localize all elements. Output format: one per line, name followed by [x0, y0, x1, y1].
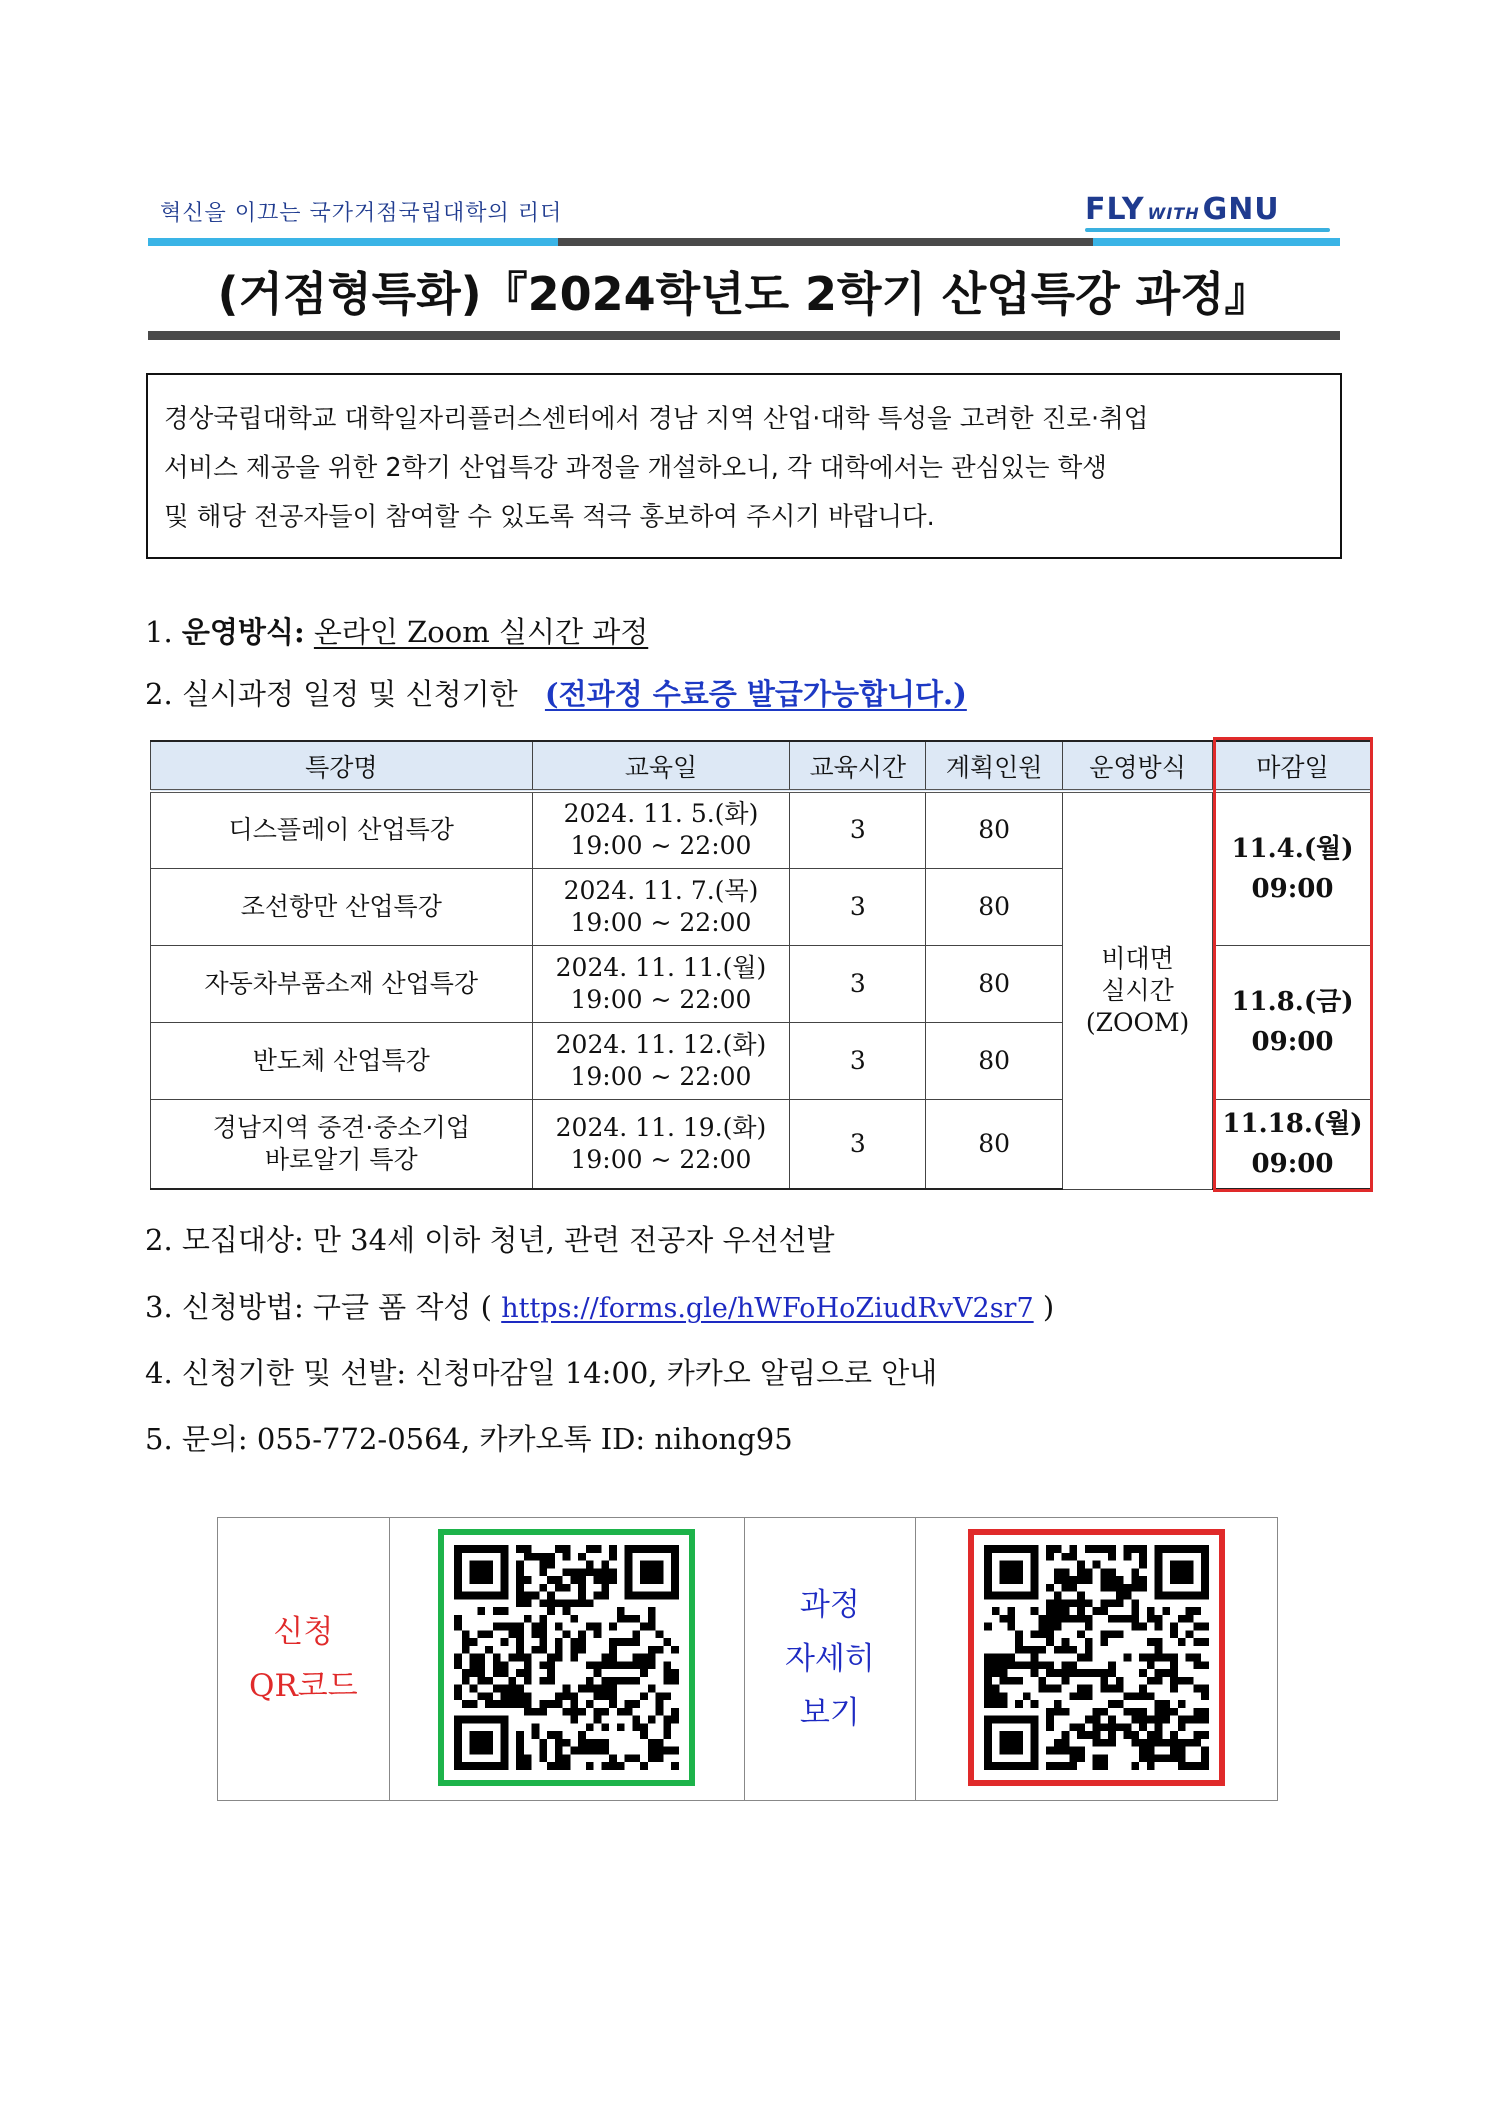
logo-swoosh [1085, 228, 1330, 232]
course-name: 조선항만 산업특강 [151, 868, 533, 945]
apply-qr-code[interactable] [438, 1529, 695, 1786]
course-hours: 3 [790, 1022, 926, 1099]
page-title: (거점형특화)『2024학년도 2학기 산업특강 과정』 [217, 267, 1271, 321]
detail-qr-cell [916, 1518, 1278, 1801]
course-date: 2024. 11. 12.(화) 19:00 ~ 22:00 [532, 1022, 790, 1099]
course-name: 경남지역 중견·중소기업 바로알기 특강 [151, 1099, 533, 1189]
column-header: 교육시간 [790, 741, 926, 791]
detail-qr-label: 과정 자세히 보기 [744, 1518, 916, 1801]
logo-gnu: GNU [1202, 192, 1280, 227]
course-capacity: 80 [926, 1022, 1063, 1099]
column-header: 마감일 [1213, 741, 1373, 791]
operation-method-cell: 비대면 실시간 (ZOOM) [1063, 791, 1213, 1189]
item-number: 2. [145, 677, 173, 711]
course-capacity: 80 [926, 945, 1063, 1022]
course-name: 디스플레이 산업특강 [151, 791, 533, 868]
course-capacity: 80 [926, 1099, 1063, 1189]
course-hours: 3 [790, 945, 926, 1022]
table-header-row [151, 741, 1373, 791]
item-apply-method [145, 1285, 1054, 1326]
table-row [151, 791, 1373, 868]
slogan: 혁신을 이끄는 국가거점국립대학의 리더 [160, 201, 563, 226]
course-capacity: 80 [926, 791, 1063, 868]
column-header: 계획인원 [926, 741, 1063, 791]
course-name: 반도체 산업특강 [151, 1022, 533, 1099]
course-date: 2024. 11. 7.(목) 19:00 ~ 22:00 [532, 868, 790, 945]
qr-code-icon [454, 1545, 679, 1770]
course-hours: 3 [790, 791, 926, 868]
apply-method-suffix: ) [1042, 1290, 1055, 1324]
item-schedule [145, 672, 967, 713]
google-form-link[interactable]: https://forms.gle/hWFoHoZiudRvV2sr7 [501, 1293, 1034, 1324]
apply-qr-label: 신청 QR코드 [218, 1518, 390, 1801]
column-header: 교육일 [532, 741, 790, 791]
detail-qr-code[interactable] [968, 1529, 1225, 1786]
item-target: 2. 모집대상: 만 34세 이하 청년, 관련 전공자 우선선발 [145, 1223, 835, 1257]
intro-line: 경상국립대학교 대학일자리플러스센터에서 경남 지역 산업·대학 특성을 고려한 진로·취업 [164, 404, 1149, 434]
gnu-logo [1085, 192, 1280, 227]
schedule-table [150, 740, 1373, 1190]
item-label: 운영방식 [181, 615, 294, 649]
deadline-cell: 11.4.(월) 09:00 [1213, 791, 1373, 945]
title-rule-bottom [148, 331, 1340, 340]
intro-line: 및 해당 전공자들이 참여할 수 있도록 적극 홍보하여 주시기 바랍니다. [164, 502, 935, 532]
intro-box [146, 373, 1342, 559]
intro-line: 서비스 제공을 위한 2학기 산업특강 과정을 개설하오니, 각 대학에서는 관심있는 학생 [164, 453, 1107, 483]
deadline-cell: 11.8.(금) 09:00 [1213, 945, 1373, 1099]
certificate-note: (전과정 수료증 발급가능합니다.) [544, 677, 967, 711]
course-date: 2024. 11. 11.(월) 19:00 ~ 22:00 [532, 945, 790, 1022]
item-operation-method: 1. 운영방식: 온라인 Zoom 실시간 과정 [145, 615, 649, 649]
deadline-cell: 11.18.(월) 09:00 [1213, 1099, 1373, 1189]
title-rule-top [148, 238, 1340, 246]
course-capacity: 80 [926, 868, 1063, 945]
item-label: 실시과정 일정 및 신청기한 [181, 677, 518, 711]
item-number: 1. [145, 615, 173, 649]
logo-with: WITH [1147, 204, 1200, 223]
qr-table [217, 1517, 1278, 1801]
item-value: 온라인 Zoom 실시간 과정 [313, 615, 649, 649]
course-hours: 3 [790, 868, 926, 945]
column-header: 특강명 [151, 741, 533, 791]
apply-method-prefix: 3. 신청방법: 구글 폼 작성 ( [145, 1290, 492, 1324]
course-name: 자동차부품소재 산업특강 [151, 945, 533, 1022]
logo-fly: FLY [1085, 192, 1145, 227]
column-header: 운영방식 [1063, 741, 1213, 791]
course-date: 2024. 11. 19.(화) 19:00 ~ 22:00 [532, 1099, 790, 1189]
course-date: 2024. 11. 5.(화) 19:00 ~ 22:00 [532, 791, 790, 868]
apply-qr-cell [389, 1518, 744, 1801]
qr-code-icon [984, 1545, 1209, 1770]
course-hours: 3 [790, 1099, 926, 1189]
item-deadline: 4. 신청기한 및 선발: 신청마감일 14:00, 카카오 알림으로 안내 [145, 1356, 938, 1390]
item-contact: 5. 문의: 055-772-0564, 카카오톡 ID: nihong95 [145, 1422, 793, 1456]
